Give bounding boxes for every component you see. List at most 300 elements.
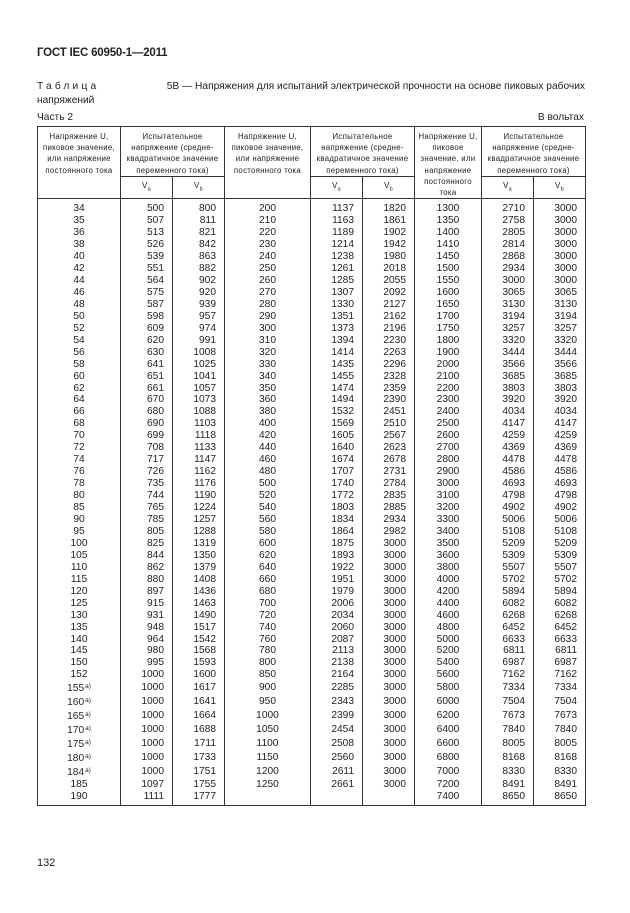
cell-vb-1: 863 — [173, 251, 225, 263]
cell-voltage-3: 4600 — [415, 610, 482, 622]
cell-va-1: 862 — [121, 562, 173, 574]
cell-vb-3: 3000 — [534, 215, 586, 227]
cell-voltage-2: 270 — [225, 287, 311, 299]
cell-va-2: 1893 — [311, 550, 363, 562]
cell-voltage-1: 184$^{а)}$ — [38, 765, 121, 779]
cell-vb-2: 2885 — [363, 502, 415, 514]
cell-vb-1: 1118 — [173, 430, 225, 442]
cell-vb-2: 1861 — [363, 215, 415, 227]
table-row — [38, 490, 586, 502]
cell-vb-2: 2018 — [363, 263, 415, 275]
table-body — [38, 199, 586, 806]
cell-va-2: 2343 — [311, 695, 363, 709]
cell-va-2: 1330 — [311, 299, 363, 311]
cell-voltage-2: 720 — [225, 610, 311, 622]
cell-va-2: 1640 — [311, 442, 363, 454]
cell-voltage-3: 3100 — [415, 490, 482, 502]
cell-voltage-1: 78 — [38, 478, 121, 490]
cell-vb-3: 3000 — [534, 275, 586, 287]
cell-voltage-1: 50 — [38, 311, 121, 323]
cell-vb-1: 1617 — [173, 681, 225, 695]
cell-vb-2: 2092 — [363, 287, 415, 299]
table-row — [38, 394, 586, 406]
cell-va-2: 1494 — [311, 394, 363, 406]
footnote-mark: а) — [85, 683, 91, 691]
cell-va-2: 2164 — [311, 669, 363, 681]
cell-va-1: 708 — [121, 442, 173, 454]
table-row — [38, 709, 586, 723]
cell-va-2: 1307 — [311, 287, 363, 299]
cell-voltage-3: 4000 — [415, 574, 482, 586]
header-test-2: Испытательное напряжение (средне-квадратичное значение переменного тока) — [311, 127, 415, 177]
cell-voltage-1: 56 — [38, 347, 121, 359]
cell-va-2: 2006 — [311, 598, 363, 610]
cell-vb-2: 3000 — [363, 669, 415, 681]
cell-vb-3: 8168 — [534, 751, 586, 765]
cell-vb-2: 2731 — [363, 466, 415, 478]
cell-va-2: 1163 — [311, 215, 363, 227]
cell-voltage-1: 74 — [38, 454, 121, 466]
cell-voltage-2: 800 — [225, 657, 311, 669]
cell-va-1: 948 — [121, 622, 173, 634]
table-row — [38, 406, 586, 418]
cell-va-2: 1351 — [311, 311, 363, 323]
cell-va-3: 5507 — [482, 562, 534, 574]
cell-va-1: 765 — [121, 502, 173, 514]
cell-voltage-1: 110 — [38, 562, 121, 574]
table-row — [38, 751, 586, 765]
cell-va-1: 651 — [121, 371, 173, 383]
cell-voltage-1: 40 — [38, 251, 121, 263]
cell-va-1: 785 — [121, 514, 173, 526]
cell-va-3: 5894 — [482, 586, 534, 598]
cell-voltage-3: 4400 — [415, 598, 482, 610]
cell-vb-3: 4259 — [534, 430, 586, 442]
cell-va-3: 7504 — [482, 695, 534, 709]
cell-voltage-3: 1350 — [415, 215, 482, 227]
cell-va-2: 1455 — [311, 371, 363, 383]
cell-voltage-1: 52 — [38, 323, 121, 335]
cell-voltage-3: 1400 — [415, 227, 482, 239]
cell-voltage-3: 2800 — [415, 454, 482, 466]
cell-voltage-1: 100 — [38, 538, 121, 550]
cell-vb-2: 3000 — [363, 622, 415, 634]
cell-va-2: 2611 — [311, 765, 363, 779]
cell-voltage-2: 320 — [225, 347, 311, 359]
cell-voltage-3: 2600 — [415, 430, 482, 442]
cell-va-3: 2934 — [482, 263, 534, 275]
cell-va-2: 1189 — [311, 227, 363, 239]
cell-voltage-2: 1200 — [225, 765, 311, 779]
cell-vb-2: 3000 — [363, 779, 415, 791]
cell-vb-2: 2982 — [363, 526, 415, 538]
cell-vb-2: 2835 — [363, 490, 415, 502]
cell-vb-1: 1057 — [173, 383, 225, 395]
cell-vb-2: 1942 — [363, 239, 415, 251]
cell-va-1: 964 — [121, 634, 173, 646]
cell-va-1: 680 — [121, 406, 173, 418]
cell-vb-2: 2296 — [363, 359, 415, 371]
cell-voltage-3: 1550 — [415, 275, 482, 287]
cell-va-3: 8330 — [482, 765, 534, 779]
cell-voltage-2: 280 — [225, 299, 311, 311]
cell-vb-3: 6811 — [534, 645, 586, 657]
cell-vb-3: 5309 — [534, 550, 586, 562]
cell-voltage-2: 580 — [225, 526, 311, 538]
table-row — [38, 645, 586, 657]
cell-vb-2: 3000 — [363, 723, 415, 737]
cell-vb-1: 1041 — [173, 371, 225, 383]
cell-vb-2: 2162 — [363, 311, 415, 323]
cell-va-2: 2087 — [311, 634, 363, 646]
cell-voltage-3: 5200 — [415, 645, 482, 657]
cell-vb-3: 3257 — [534, 323, 586, 335]
cell-vb-1: 1711 — [173, 737, 225, 751]
cell-va-1: 1000 — [121, 669, 173, 681]
cell-vb-1: 811 — [173, 215, 225, 227]
table-row — [38, 263, 586, 275]
cell-va-2: 2454 — [311, 723, 363, 737]
table-row — [38, 598, 586, 610]
cell-va-2: 1394 — [311, 335, 363, 347]
cell-va-2: 1569 — [311, 418, 363, 430]
cell-va-3: 3130 — [482, 299, 534, 311]
cell-vb-3: 4586 — [534, 466, 586, 478]
table-row — [38, 299, 586, 311]
cell-vb-3: 6633 — [534, 634, 586, 646]
cell-va-1: 1000 — [121, 709, 173, 723]
cell-voltage-1: 140 — [38, 634, 121, 646]
cell-vb-2: 2451 — [363, 406, 415, 418]
table-row — [38, 669, 586, 681]
cell-voltage-2: 260 — [225, 275, 311, 287]
cell-voltage-2: 290 — [225, 311, 311, 323]
table-row — [38, 478, 586, 490]
cell-va-2: 2560 — [311, 751, 363, 765]
cell-vb-2: 2678 — [363, 454, 415, 466]
cell-vb-1: 800 — [173, 199, 225, 215]
cell-voltage-1: 42 — [38, 263, 121, 275]
cell-voltage-1: 62 — [38, 383, 121, 395]
cell-vb-3: 3130 — [534, 299, 586, 311]
cell-vb-3: 3194 — [534, 311, 586, 323]
table-row — [38, 526, 586, 538]
cell-vb-3: 4693 — [534, 478, 586, 490]
cell-vb-3: 5006 — [534, 514, 586, 526]
cell-voltage-2: 230 — [225, 239, 311, 251]
cell-voltage-3: 1300 — [415, 199, 482, 215]
cell-va-1: 980 — [121, 645, 173, 657]
cell-voltage-1: 38 — [38, 239, 121, 251]
cell-vb-1: 1733 — [173, 751, 225, 765]
cell-voltage-3: 6200 — [415, 709, 482, 723]
table-row — [38, 371, 586, 383]
cell-vb-2: 2263 — [363, 347, 415, 359]
cell-voltage-1: 35 — [38, 215, 121, 227]
voltage-table — [37, 126, 586, 806]
cell-va-3: 7673 — [482, 709, 534, 723]
cell-voltage-3: 1900 — [415, 347, 482, 359]
cell-va-3: 2805 — [482, 227, 534, 239]
cell-voltage-3: 2300 — [415, 394, 482, 406]
cell-vb-3: 3000 — [534, 199, 586, 215]
cell-voltage-2: 350 — [225, 383, 311, 395]
cell-voltage-3: 3200 — [415, 502, 482, 514]
cell-vb-1: 1147 — [173, 454, 225, 466]
cell-voltage-1: 175$^{а)}$ — [38, 737, 121, 751]
cell-va-3: 5209 — [482, 538, 534, 550]
cell-voltage-2: 760 — [225, 634, 311, 646]
cell-vb-2: 3000 — [363, 634, 415, 646]
cell-vb-2: 3000 — [363, 737, 415, 751]
header-vb-2: $V_b$ — [363, 177, 415, 199]
cell-voltage-3: 2900 — [415, 466, 482, 478]
cell-va-3: 4902 — [482, 502, 534, 514]
cell-vb-3: 5702 — [534, 574, 586, 586]
cell-voltage-1: 72 — [38, 442, 121, 454]
cell-va-1: 690 — [121, 418, 173, 430]
cell-vb-2: 1820 — [363, 199, 415, 215]
cell-va-3: 4034 — [482, 406, 534, 418]
cell-voltage-2: 420 — [225, 430, 311, 442]
cell-vb-3: 5108 — [534, 526, 586, 538]
header-va-3: $V_a$ — [482, 177, 534, 199]
cell-va-2: 1674 — [311, 454, 363, 466]
cell-voltage-3: 1450 — [415, 251, 482, 263]
cell-va-3: 2868 — [482, 251, 534, 263]
cell-va-1: 575 — [121, 287, 173, 299]
cell-va-3: 8491 — [482, 779, 534, 791]
cell-vb-1: 1008 — [173, 347, 225, 359]
cell-vb-2: 3000 — [363, 586, 415, 598]
cell-voltage-2: 950 — [225, 695, 311, 709]
cell-voltage-3: 2000 — [415, 359, 482, 371]
cell-vb-3: 5894 — [534, 586, 586, 598]
cell-voltage-2: 1150 — [225, 751, 311, 765]
cell-vb-2: 3000 — [363, 645, 415, 657]
cell-voltage-1: 85 — [38, 502, 121, 514]
cell-voltage-1: 48 — [38, 299, 121, 311]
cell-voltage-2: 380 — [225, 406, 311, 418]
cell-voltage-2: 600 — [225, 538, 311, 550]
cell-vb-2: 3000 — [363, 598, 415, 610]
cell-va-1: 1000 — [121, 765, 173, 779]
header-test-1: Испытательное напряжение (средне-квадратичное значение переменного тока) — [121, 127, 225, 177]
cell-vb-3: 6082 — [534, 598, 586, 610]
cell-vb-3: 3065 — [534, 287, 586, 299]
table-row — [38, 791, 586, 805]
cell-va-1: 513 — [121, 227, 173, 239]
cell-vb-3: 3000 — [534, 263, 586, 275]
cell-voltage-3: 1500 — [415, 263, 482, 275]
cell-voltage-3: 3800 — [415, 562, 482, 574]
cell-voltage-2: 660 — [225, 574, 311, 586]
table-row — [38, 657, 586, 669]
cell-voltage-3: 1750 — [415, 323, 482, 335]
footnote-mark: а) — [85, 697, 91, 705]
cell-va-3: 3194 — [482, 311, 534, 323]
cell-va-2: 1474 — [311, 383, 363, 395]
cell-vb-1: 1190 — [173, 490, 225, 502]
cell-voltage-2: 1100 — [225, 737, 311, 751]
page-number: 132 — [37, 857, 56, 869]
cell-vb-2: 3000 — [363, 751, 415, 765]
cell-va-3: 2758 — [482, 215, 534, 227]
cell-va-1: 564 — [121, 275, 173, 287]
cell-voltage-1: 115 — [38, 574, 121, 586]
footnote-mark: а) — [85, 767, 91, 775]
cell-voltage-3: 5000 — [415, 634, 482, 646]
cell-va-3: 7840 — [482, 723, 534, 737]
cell-vb-2: 3000 — [363, 574, 415, 586]
cell-vb-1: 920 — [173, 287, 225, 299]
table-row — [38, 681, 586, 695]
cell-vb-1: 1088 — [173, 406, 225, 418]
cell-va-2: 1951 — [311, 574, 363, 586]
cell-va-3: 3444 — [482, 347, 534, 359]
table-row — [38, 335, 586, 347]
cell-va-2: 1238 — [311, 251, 363, 263]
table-row — [38, 538, 586, 550]
cell-voltage-1: 54 — [38, 335, 121, 347]
cell-voltage-2: 560 — [225, 514, 311, 526]
cell-vb-1: 821 — [173, 227, 225, 239]
cell-vb-3: 4369 — [534, 442, 586, 454]
cell-vb-3: 3444 — [534, 347, 586, 359]
cell-voltage-1: 185 — [38, 779, 121, 791]
cell-voltage-3: 5800 — [415, 681, 482, 695]
cell-va-3: 4478 — [482, 454, 534, 466]
cell-vb-3: 7840 — [534, 723, 586, 737]
cell-va-2: 1864 — [311, 526, 363, 538]
footnote-mark: а) — [85, 753, 91, 761]
cell-vb-3: 8005 — [534, 737, 586, 751]
cell-vb-3: 7673 — [534, 709, 586, 723]
cell-vb-3: 8330 — [534, 765, 586, 779]
cell-va-2: 2138 — [311, 657, 363, 669]
cell-va-3: 4586 — [482, 466, 534, 478]
cell-va-3: 7334 — [482, 681, 534, 695]
cell-vb-3: 3320 — [534, 335, 586, 347]
cell-vb-2: 3000 — [363, 695, 415, 709]
cell-va-3: 6987 — [482, 657, 534, 669]
table-row — [38, 287, 586, 299]
cell-vb-1: 1379 — [173, 562, 225, 574]
cell-vb-1: 1777 — [173, 791, 225, 805]
cell-va-2: 2508 — [311, 737, 363, 751]
cell-vb-2: 2934 — [363, 514, 415, 526]
cell-voltage-2: 1250 — [225, 779, 311, 791]
cell-va-2: 1285 — [311, 275, 363, 287]
cell-va-1: 995 — [121, 657, 173, 669]
cell-va-2: 1414 — [311, 347, 363, 359]
cell-va-3: 2814 — [482, 239, 534, 251]
header-voltage-1: Напряжение U, пиковое значение, или напряжение постоянного тока — [38, 127, 121, 199]
header-test-3: Испытательное напряжение (средне-квадратичное значение переменного тока) — [482, 127, 586, 177]
cell-va-2: 2399 — [311, 709, 363, 723]
table-row — [38, 383, 586, 395]
cell-va-1: 551 — [121, 263, 173, 275]
cell-va-2: 1834 — [311, 514, 363, 526]
part-label: Часть 2 — [37, 112, 74, 123]
cell-va-3: 3065 — [482, 287, 534, 299]
cell-va-1: 844 — [121, 550, 173, 562]
cell-va-3: 5702 — [482, 574, 534, 586]
cell-voltage-2: 680 — [225, 586, 311, 598]
cell-vb-2: 2328 — [363, 371, 415, 383]
cell-va-2: 2113 — [311, 645, 363, 657]
cell-va-1: 507 — [121, 215, 173, 227]
cell-va-3: 3803 — [482, 383, 534, 395]
cell-vb-3: 7504 — [534, 695, 586, 709]
cell-voltage-3: 7000 — [415, 765, 482, 779]
cell-vb-3: 4478 — [534, 454, 586, 466]
cell-va-3: 3257 — [482, 323, 534, 335]
header-vb-1: $V_b$ — [173, 177, 225, 199]
cell-voltage-3: 1410 — [415, 239, 482, 251]
cell-vb-1: 939 — [173, 299, 225, 311]
cell-vb-1: 902 — [173, 275, 225, 287]
cell-vb-1: 1593 — [173, 657, 225, 669]
cell-vb-1: 1025 — [173, 359, 225, 371]
cell-va-2: 1740 — [311, 478, 363, 490]
cell-vb-1: 1319 — [173, 538, 225, 550]
cell-va-3: 6811 — [482, 645, 534, 657]
cell-voltage-2: 540 — [225, 502, 311, 514]
cell-vb-2: 2784 — [363, 478, 415, 490]
cell-va-2: 1137 — [311, 199, 363, 215]
cell-voltage-2: 780 — [225, 645, 311, 657]
cell-va-1: 744 — [121, 490, 173, 502]
cell-vb-3: 5507 — [534, 562, 586, 574]
cell-va-2: 1772 — [311, 490, 363, 502]
cell-vb-2: 3000 — [363, 562, 415, 574]
cell-va-3: 2710 — [482, 199, 534, 215]
cell-vb-3: 6987 — [534, 657, 586, 669]
footnote-mark: а) — [85, 711, 91, 719]
cell-voltage-1: 58 — [38, 359, 121, 371]
cell-va-3: 4369 — [482, 442, 534, 454]
cell-va-3: 3920 — [482, 394, 534, 406]
cell-vb-3: 8650 — [534, 791, 586, 805]
cell-voltage-2: 210 — [225, 215, 311, 227]
cell-vb-2: 2127 — [363, 299, 415, 311]
cell-va-1: 1000 — [121, 737, 173, 751]
cell-va-2: 1875 — [311, 538, 363, 550]
cell-vb-1: 1103 — [173, 418, 225, 430]
cell-voltage-3: 1600 — [415, 287, 482, 299]
cell-vb-3: 3566 — [534, 359, 586, 371]
cell-vb-2: 2567 — [363, 430, 415, 442]
cell-va-1: 609 — [121, 323, 173, 335]
cell-vb-2: 3000 — [363, 657, 415, 669]
cell-va-1: 805 — [121, 526, 173, 538]
cell-voltage-3: 3500 — [415, 538, 482, 550]
header-vb-3: $V_b$ — [534, 177, 586, 199]
table-row — [38, 199, 586, 215]
cell-va-1: 539 — [121, 251, 173, 263]
cell-vb-3: 3803 — [534, 383, 586, 395]
cell-voltage-3: 6000 — [415, 695, 482, 709]
cell-voltage-1: 44 — [38, 275, 121, 287]
table-row — [38, 239, 586, 251]
cell-vb-1: 1176 — [173, 478, 225, 490]
cell-voltage-3: 6600 — [415, 737, 482, 751]
table-label: Таблица — [37, 81, 100, 92]
cell-vb-1: 1257 — [173, 514, 225, 526]
table-row — [38, 227, 586, 239]
cell-vb-1: 1490 — [173, 610, 225, 622]
